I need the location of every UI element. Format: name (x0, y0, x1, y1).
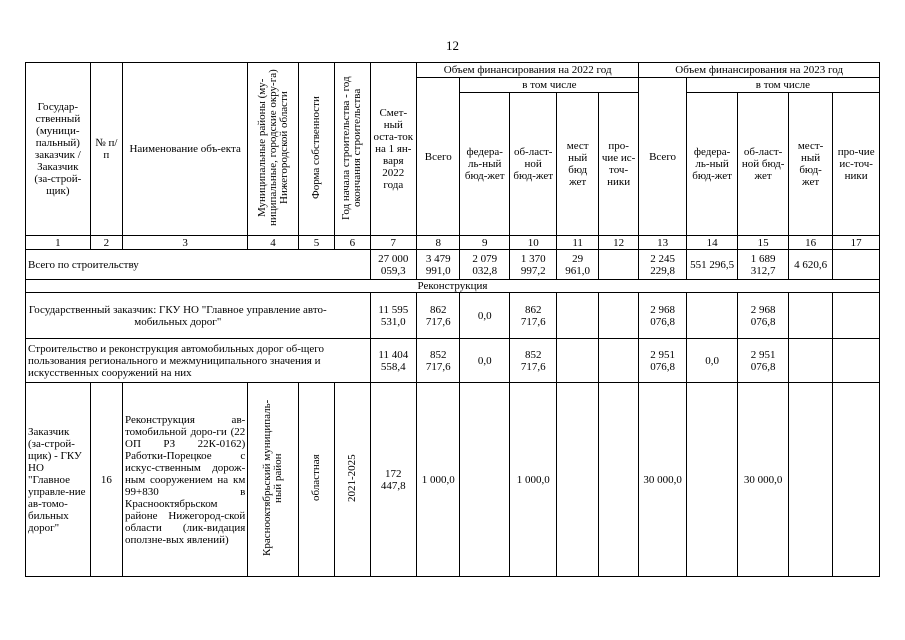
item-ownership: областная (298, 383, 334, 577)
cell: 172 447,8 (370, 383, 416, 577)
construction-label: Строительство и реконструкция автомобильных дорог об-щего пользования регионального и межмуниципального значения и искусственных сооружений на них (26, 339, 371, 383)
header-total-2023: Всего (639, 78, 686, 236)
section-title: Реконструкция (26, 280, 880, 293)
cell (833, 250, 880, 280)
col-number: 5 (298, 236, 334, 250)
header-federal-2022: федера-ль-ный бюд-жет (460, 93, 510, 236)
header-local-2023: мест-ный бюд-жет (788, 93, 832, 236)
cell: 2 079 032,8 (460, 250, 510, 280)
header-total-2022: Всего (417, 78, 460, 236)
header-object: Наименование объ-екта (123, 63, 248, 236)
item-customer: Заказчик (за-строй-щик) - ГКУ НО "Главное управле-ние ав-томо-бильных дорог" (26, 383, 91, 577)
cell: 0,0 (460, 339, 510, 383)
header-district: Муниципальные районы (му-ниципальные, городские окру-га) Нижегородской области (248, 63, 299, 236)
header-federal-2023: федера-ль-ный бюд-жет (686, 93, 738, 236)
cell: 2 951 076,8 (639, 339, 686, 383)
col-number: 14 (686, 236, 738, 250)
item-row (26, 383, 880, 577)
total-row (26, 250, 880, 280)
cell: 1 000,0 (509, 383, 556, 577)
header-num: № п/п (90, 63, 122, 236)
header-regional-2023: об-ласт-ной бюд-жет (738, 93, 789, 236)
cell (598, 339, 638, 383)
cell: 0,0 (460, 293, 510, 339)
col-number: 4 (248, 236, 299, 250)
cell: 2 968 076,8 (639, 293, 686, 339)
item-num: 16 (90, 383, 122, 577)
cell (460, 383, 510, 577)
cell: 862 717,6 (509, 293, 556, 339)
header-remaining: Смет-ный оста-ток на 1 ян-варя 2022 года (370, 63, 416, 236)
cell: 2 968 076,8 (738, 293, 789, 339)
col-number: 2 (90, 236, 122, 250)
cell: 30 000,0 (738, 383, 789, 577)
col-number: 6 (335, 236, 370, 250)
cell (557, 293, 598, 339)
col-number: 8 (417, 236, 460, 250)
item-object: Реконструкция ав-томобильной доро-ги (22 ОП РЗ 22К-0162) Работки-Порецкое с искус-ственным дорож-ным сооружением на км 99+830 в Краснооктябрьском районе Нижегород-ской области (лик-видация оползне-вых явлений) (123, 383, 248, 577)
header-incl-2023: в том числе (686, 78, 879, 93)
header-ownership: Форма собственности (298, 63, 334, 236)
item-years: 2021-2025 (335, 383, 370, 577)
cell (686, 293, 738, 339)
cell (686, 383, 738, 577)
header-regional-2022: об-ласт-ной бюд-жет (509, 93, 556, 236)
col-number: 16 (788, 236, 832, 250)
cell (598, 250, 638, 280)
page-number: 12 (446, 38, 459, 53)
header-fin-2022: Объем финансирования на 2022 год (417, 63, 639, 78)
cell (833, 293, 880, 339)
cell: 1 370 997,2 (509, 250, 556, 280)
cell (598, 293, 638, 339)
cell: 2 951 076,8 (738, 339, 789, 383)
col-number: 17 (833, 236, 880, 250)
financing-table (25, 62, 880, 577)
col-number: 13 (639, 236, 686, 250)
col-number: 15 (738, 236, 789, 250)
header-customer: Государ-ственный (муници-пальный) заказчик / Заказчик (за-строй-щик) (26, 63, 91, 236)
header-years: Год начала строительства - год окончания строительства (335, 63, 370, 236)
column-numbers-row (26, 236, 880, 250)
cell (788, 383, 832, 577)
cell (788, 339, 832, 383)
cell: 11 404 558,4 (370, 339, 416, 383)
col-number: 12 (598, 236, 638, 250)
header-local-2022: мест ный бюд жет (557, 93, 598, 236)
cell: 862 717,6 (417, 293, 460, 339)
cell (557, 383, 598, 577)
col-number: 3 (123, 236, 248, 250)
state-customer-label: Государственный заказчик: ГКУ НО "Главное управление авто-мобильных дорог" (26, 293, 371, 339)
cell: 852 717,6 (417, 339, 460, 383)
col-number: 9 (460, 236, 510, 250)
header-other-2023: про-чие ис-точ-ники (833, 93, 880, 236)
col-number: 7 (370, 236, 416, 250)
cell: 852 717,6 (509, 339, 556, 383)
cell: 4 620,6 (788, 250, 832, 280)
state-customer-row (26, 293, 880, 339)
cell: 30 000,0 (639, 383, 686, 577)
cell: 2 245 229,8 (639, 250, 686, 280)
cell: 551 296,5 (686, 250, 738, 280)
header-other-2022: про-чие ис-точ-ники (598, 93, 638, 236)
cell (557, 339, 598, 383)
cell: 1 689 312,7 (738, 250, 789, 280)
section-row (26, 280, 880, 293)
cell: 29 961,0 (557, 250, 598, 280)
cell: 1 000,0 (417, 383, 460, 577)
construction-row (26, 339, 880, 383)
total-label: Всего по строительству (26, 250, 371, 280)
cell (833, 339, 880, 383)
header-incl-2022: в том числе (460, 78, 639, 93)
cell: 27 000 059,3 (370, 250, 416, 280)
col-number: 10 (509, 236, 556, 250)
cell: 3 479 991,0 (417, 250, 460, 280)
cell (598, 383, 638, 577)
cell (833, 383, 880, 577)
cell: 0,0 (686, 339, 738, 383)
cell: 11 595 531,0 (370, 293, 416, 339)
cell (788, 293, 832, 339)
item-district: Краснооктябрьский муниципаль-ный район (248, 383, 299, 577)
col-number: 1 (26, 236, 91, 250)
header-fin-2023: Объем финансирования на 2023 год (639, 63, 880, 78)
col-number: 11 (557, 236, 598, 250)
